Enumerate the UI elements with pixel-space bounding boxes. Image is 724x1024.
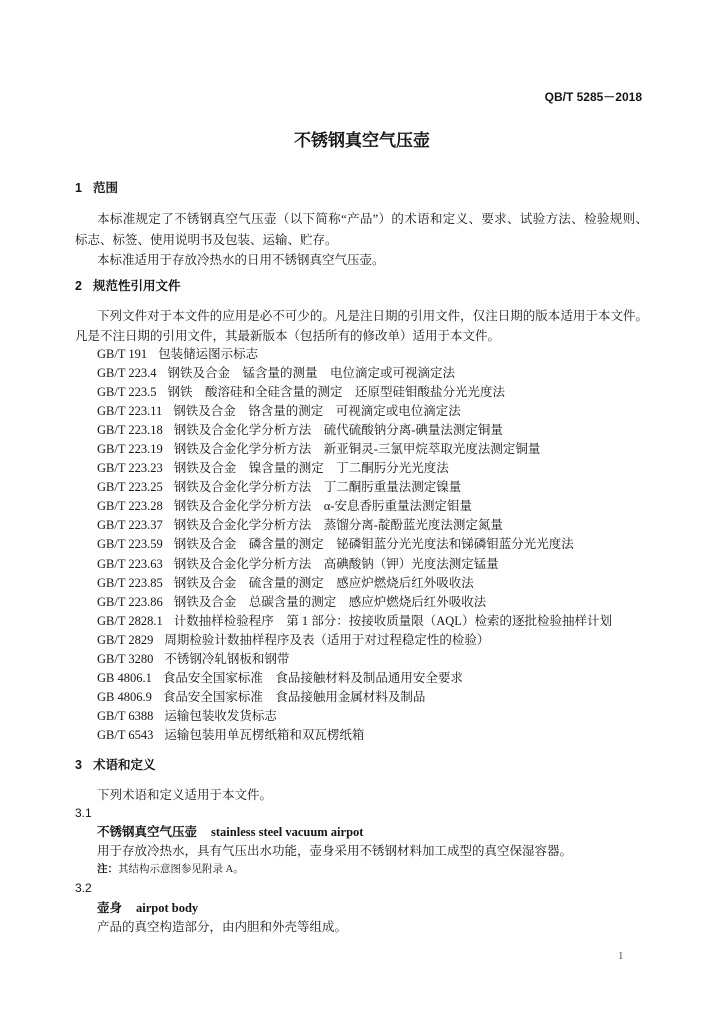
term-chinese: 壶身 [97, 901, 123, 915]
reference-title: 钢铁及合金 铬含量的测定 可视滴定或电位滴定法 [173, 403, 461, 418]
reference-item [97, 726, 657, 745]
reference-item [97, 555, 657, 574]
page-number: 1 [618, 950, 624, 962]
reference-code: GB/T 223.23 [97, 461, 163, 476]
section-number: 1 [75, 181, 82, 195]
reference-item [97, 383, 657, 402]
reference-item [97, 574, 657, 593]
reference-title: 钢铁及合金 镍含量的测定 丁二酮肟分光光度法 [173, 461, 449, 476]
reference-code: GB/T 2829 [97, 632, 154, 647]
note-label: 注： [97, 863, 118, 875]
reference-title: 钢铁及合金 硫含量的测定 感应炉燃烧后红外吸收法 [173, 575, 474, 590]
reference-item [97, 612, 657, 631]
reference-code: GB 4806.9 [97, 690, 152, 705]
reference-code: GB/T 223.19 [97, 441, 163, 456]
term-number: 3.2 [75, 881, 92, 895]
reference-code: GB/T 191 [97, 346, 148, 361]
reference-title: 钢铁及合金 总碳含量的测定 感应炉燃烧后红外吸收法 [173, 594, 487, 609]
reference-code: GB/T 223.25 [97, 480, 163, 495]
reference-title: 食品安全国家标准 食品接触用金属材料及制品 [162, 690, 426, 705]
reference-item [97, 478, 657, 497]
reference-item [97, 402, 657, 421]
term-heading [97, 899, 198, 917]
term-english: airpot body [136, 901, 199, 915]
reference-list [97, 345, 657, 746]
reference-code: GB/T 6543 [97, 728, 154, 743]
reference-title: 钢铁 酸溶硅和全硅含量的测定 还原型硅钼酸盐分光光度法 [167, 384, 506, 399]
references-intro-line: 下列文件对于本文件的应用是必不可少的。凡是注日期的引用文件，仅注日期的版本适用于本文件。 [97, 309, 648, 323]
reference-title: 钢铁及合金 锰含量的测量 电位滴定或可视滴定法 [167, 365, 456, 380]
term-note [97, 861, 244, 878]
reference-title: 钢铁及合金 磷含量的测定 铋磷钼蓝分光光度法和锑磷钼蓝分光光度法 [173, 537, 574, 552]
reference-code: GB/T 6388 [97, 709, 154, 724]
reference-title: 运输包装用单瓦楞纸箱和双瓦楞纸箱 [164, 728, 365, 743]
reference-item [97, 669, 657, 688]
reference-title: 钢铁及合金化学分析方法 α-安息香肟重量法测定钼量 [173, 499, 472, 514]
scope-paragraph-line: 标志、标签、使用说明书及包装、运输、贮存。 [75, 232, 338, 247]
section-title: 规范性引用文件 [93, 279, 181, 293]
term-definition: 用于存放冷热水，具有气压出水功能，壶身采用不锈钢材料加工成型的真空保湿容器。 [97, 844, 573, 858]
reference-title: 钢铁及合金化学分析方法 蒸馏分离-靛酚蓝光度法测定氮量 [173, 518, 503, 533]
reference-item [97, 345, 657, 364]
reference-item [97, 707, 657, 726]
reference-item [97, 421, 657, 440]
reference-code: GB/T 3280 [97, 652, 154, 666]
term-definition: 产品的真空构造部分，由内胆和外壳等组成。 [97, 920, 348, 934]
section-title: 范围 [93, 181, 119, 195]
terms-intro: 下列术语和定义适用于本文件。 [97, 788, 273, 802]
reference-code: GB/T 223.28 [97, 499, 163, 514]
reference-item [97, 440, 657, 459]
reference-code: GB/T 223.4 [97, 365, 157, 380]
reference-item [97, 593, 657, 612]
section-number: 2 [75, 279, 82, 293]
reference-title: 运输包装收发货标志 [164, 709, 277, 724]
scope-applicability-line: 本标准适用于存放冷热水的日用不锈钢真空气压壶。 [97, 253, 385, 267]
standard-code: QB/T 5285－2018 [544, 90, 642, 104]
reference-item [97, 516, 657, 535]
term-chinese: 不锈钢真空气压壶 [97, 825, 198, 839]
reference-title: 食品安全国家标准 食品接触材料及制品通用安全要求 [162, 671, 463, 686]
reference-code: GB/T 223.63 [97, 556, 163, 571]
references-intro-line: 凡是不注日期的引用文件，其最新版本（包括所有的修改单）适用于本文件。 [75, 329, 501, 343]
term-heading [97, 823, 363, 841]
reference-item [97, 497, 657, 516]
scope-paragraph-line: 本标准规定了不锈钢真空气压壶（以下简称“产品”）的术语和定义、要求、试验方法、检验规则、 [97, 212, 648, 226]
reference-code: GB/T 223.37 [97, 518, 163, 533]
reference-code: GB/T 223.5 [97, 384, 157, 399]
reference-code: GB/T 2828.1 [97, 613, 163, 628]
reference-title: 不锈钢冷轧钢板和钢带 [164, 652, 290, 666]
note-text: 其结构示意图参见附录 A。 [118, 864, 244, 875]
reference-title: 周期检验计数抽样程序及表（适用于对过程稳定性的检验） [164, 632, 490, 647]
reference-item [97, 631, 657, 650]
section-2-heading [75, 277, 181, 295]
reference-code: GB/T 223.18 [97, 422, 163, 437]
term-english: stainless steel vacuum airpot [211, 825, 364, 839]
reference-item [97, 364, 657, 383]
reference-title: 钢铁及合金化学分析方法 新亚铜灵-三氯甲烷萃取光度法测定铜量 [173, 441, 541, 456]
reference-item [97, 688, 657, 707]
reference-item [97, 650, 657, 669]
reference-title: 钢铁及合金化学分析方法 高碘酸钠（钾）光度法测定锰量 [173, 556, 499, 571]
reference-item [97, 459, 657, 478]
reference-code: GB/T 223.11 [97, 403, 163, 418]
reference-code: GB/T 223.59 [97, 537, 163, 552]
reference-code: GB 4806.1 [97, 671, 152, 686]
section-1-heading [75, 179, 118, 197]
reference-code: GB/T 223.86 [97, 594, 163, 609]
reference-item [97, 535, 657, 554]
reference-title: 包装储运图示标志 [158, 346, 259, 361]
reference-title: 钢铁及合金化学分析方法 丁二酮肟重量法测定镍量 [173, 480, 462, 495]
section-title: 术语和定义 [93, 758, 156, 772]
reference-title: 钢铁及合金化学分析方法 硫代硫酸钠分离-碘量法测定铜量 [173, 422, 503, 437]
reference-title: 计数抽样检验程序 第 1 部分：按接收质量限（AQL）检索的逐批检验抽样计划 [173, 613, 612, 628]
term-number: 3.1 [75, 806, 92, 820]
page-title: 不锈钢真空气压壶 [294, 131, 430, 150]
section-3-heading [75, 756, 156, 774]
section-number: 3 [75, 758, 82, 772]
reference-code: GB/T 223.85 [97, 575, 163, 590]
